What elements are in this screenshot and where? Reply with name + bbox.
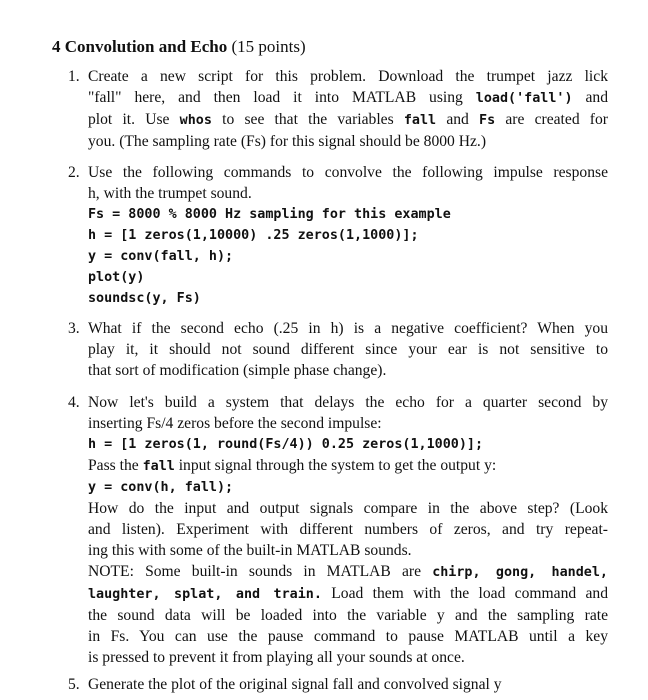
code-line: soundsc(y, Fs) — [88, 291, 201, 306]
item-text-line: plot it. Use whos to see that the variables fall and Fs are created for — [88, 111, 608, 128]
item-text-line: in Fs. You can use the pause command to pause MATLAB until a key — [88, 628, 608, 645]
inline-code: laughter, splat, and train. — [88, 587, 322, 602]
item-text-line: h, with the trumpet sound. — [88, 185, 252, 202]
item-text-line: Create a new script for this problem. Download the trumpet jazz lick — [88, 68, 608, 85]
item-text-line: play it, it should not sound different since your ear is not sensitive to — [88, 341, 608, 358]
section-number: 4 — [52, 37, 61, 56]
item-text-line: "fall" here, and then load it into MATLAB using load('fall') and — [88, 89, 608, 106]
section-title: Convolution and Echo — [64, 37, 228, 56]
item-number: 2. — [68, 164, 80, 181]
inline-code: load('fall') — [475, 91, 573, 106]
item-text-line: laughter, splat, and train. Load them with the load command and — [88, 585, 609, 602]
item-text-line: Pass the fall input signal through the system to get the output y: — [88, 457, 497, 474]
item-text-line: Use the following commands to convolve the following impulse response — [88, 164, 608, 181]
inline-code: whos — [179, 113, 212, 128]
code-line: y = conv(fall, h); — [88, 249, 234, 264]
code-line: plot(y) — [88, 270, 145, 285]
section-points: (15 points) — [231, 37, 306, 56]
item-text-line: ing this with some of the built-in MATLAB sounds. — [88, 542, 412, 559]
item-text-line: and listen). Experiment with different numbers of zeros, and try repeat- — [88, 521, 608, 538]
list-item-1 — [68, 66, 608, 152]
inline-code: chirp, gong, handel, — [432, 565, 608, 580]
list-item-2 — [68, 162, 608, 309]
item-text-line: NOTE: Some built-in sounds in MATLAB are chirp, gong, handel, — [88, 563, 608, 580]
code-line: h = [1 zeros(1,10000) .25 zeros(1,1000)]; — [88, 228, 419, 243]
item-text-line: Now let's build a system that delays the echo for a quarter second by — [88, 394, 608, 411]
item-text-line: you. (The sampling rate (Fs) for this signal should be 8000 Hz.) — [88, 133, 487, 150]
item-text-line: is pressed to prevent it from playing all your sounds at once. — [88, 649, 465, 666]
code-line: h = [1 zeros(1, round(Fs/4)) 0.25 zeros(1,1000)]; — [88, 437, 484, 452]
item-text-line: inserting Fs/4 zeros before the second impulse: — [88, 415, 382, 432]
item-number: 5. — [68, 676, 80, 693]
item-text-line: What if the second echo (.25 in h) is a negative coefficient? When you — [88, 320, 608, 337]
section-heading — [52, 36, 306, 57]
inline-code: fall — [403, 113, 437, 128]
list-item-3 — [68, 318, 608, 381]
item-text-line: the sound data will be loaded into the variable y and the sampling rate — [88, 607, 608, 624]
item-text-line: Generate the plot of the original signal fall and convolved signal y — [88, 676, 502, 693]
list-item-5 — [68, 674, 608, 695]
inline-code: Fs — [479, 113, 496, 128]
item-text-line: How do the input and output signals compare in the above step? (Look — [88, 500, 608, 517]
item-number: 4. — [68, 394, 80, 411]
code-line: y = conv(h, fall); — [88, 480, 234, 495]
item-number: 3. — [68, 320, 80, 337]
code-line: Fs = 8000 % 8000 Hz sampling for this example — [88, 207, 451, 222]
list-item-4 — [68, 392, 608, 668]
inline-code: fall — [142, 459, 175, 474]
item-number: 1. — [68, 68, 80, 85]
item-text-line: that sort of modification (simple phase change). — [88, 362, 387, 379]
